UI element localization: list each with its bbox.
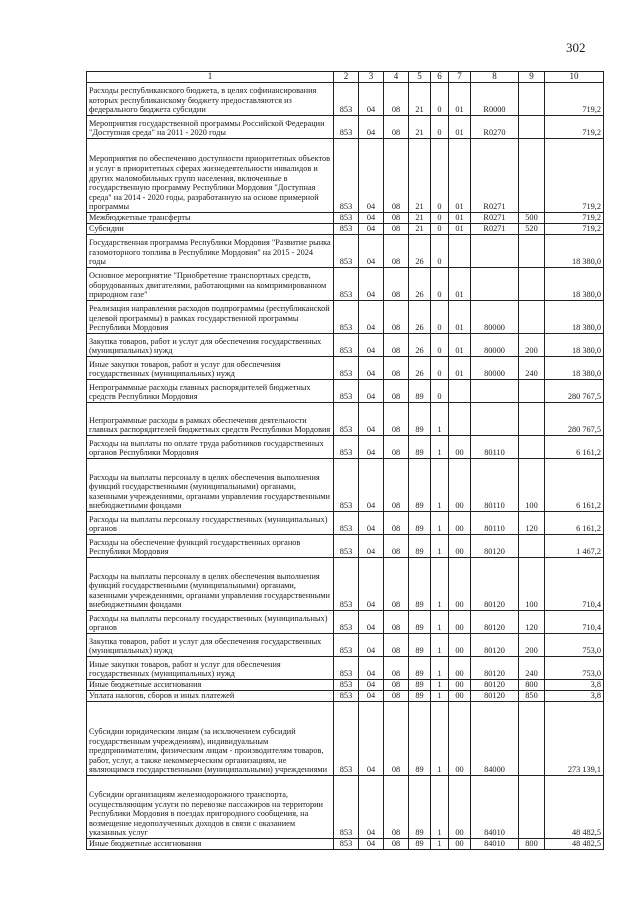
amount: 273 139,1 xyxy=(545,702,604,776)
direction-code: 84010 xyxy=(471,776,519,839)
event-code: 01 xyxy=(449,268,471,301)
amount: 719,2 xyxy=(545,224,604,235)
program-code: 89 xyxy=(409,512,431,535)
row-name: Иные закупки товаров, работ и услуг для обеспечения государственных (муниципальных) нужд xyxy=(87,657,334,680)
direction-code xyxy=(471,403,519,436)
subsection-code: 08 xyxy=(384,301,409,334)
program-code: 26 xyxy=(409,357,431,380)
section-code: 04 xyxy=(359,558,384,611)
column-number: 10 xyxy=(545,72,604,83)
subprogram-code: 1 xyxy=(431,459,449,512)
subprogram-code: 1 xyxy=(431,403,449,436)
event-code: 01 xyxy=(449,334,471,357)
program-code: 89 xyxy=(409,403,431,436)
expense-type-code xyxy=(519,116,545,139)
event-code: 00 xyxy=(449,512,471,535)
subsection-code: 08 xyxy=(384,512,409,535)
program-code: 21 xyxy=(409,116,431,139)
program-code: 89 xyxy=(409,436,431,459)
admin-code: 853 xyxy=(334,512,359,535)
direction-code: 80000 xyxy=(471,334,519,357)
subprogram-code: 0 xyxy=(431,213,449,224)
event-code: 01 xyxy=(449,357,471,380)
admin-code: 853 xyxy=(334,235,359,268)
expense-type-code xyxy=(519,139,545,213)
row-name: Непрограммные расходы в рамках обеспечения деятельности главных распорядителей бюджетных средств Республики Мордовия xyxy=(87,403,334,436)
column-number: 3 xyxy=(359,72,384,83)
program-code: 89 xyxy=(409,634,431,657)
subprogram-code: 0 xyxy=(431,139,449,213)
expense-type-code xyxy=(519,436,545,459)
direction-code xyxy=(471,268,519,301)
subsection-code: 08 xyxy=(384,224,409,235)
event-code: 00 xyxy=(449,680,471,691)
amount: 719,2 xyxy=(545,116,604,139)
expense-type-code: 850 xyxy=(519,691,545,702)
column-number-row xyxy=(87,72,604,83)
section-code: 04 xyxy=(359,776,384,839)
subprogram-code: 1 xyxy=(431,702,449,776)
row-name: Государственная программа Республики Мордовия "Развитие рынка газомоторного топлива в Республике Мордовия" на 2015 - 2024 годы xyxy=(87,235,334,268)
admin-code: 853 xyxy=(334,357,359,380)
event-code: 00 xyxy=(449,436,471,459)
program-code: 89 xyxy=(409,680,431,691)
row-name: Субсидии юридическим лицам (за исключением субсидий государственным учреждениям), индивидуальным предпринимателям, физическим лицам - производителям товаров, работ, услуг, а также некоммерческим организациям, не являющимся государственными (муниципальными) учреждениями xyxy=(87,702,334,776)
event-code: 00 xyxy=(449,657,471,680)
program-code: 89 xyxy=(409,839,431,850)
expense-type-code xyxy=(519,403,545,436)
subprogram-code: 0 xyxy=(431,116,449,139)
event-code xyxy=(449,380,471,403)
direction-code: 80110 xyxy=(471,436,519,459)
program-code: 26 xyxy=(409,334,431,357)
table-row xyxy=(87,380,604,403)
direction-code: R0271 xyxy=(471,139,519,213)
subsection-code: 08 xyxy=(384,436,409,459)
table-row xyxy=(87,611,604,634)
subsection-code: 08 xyxy=(384,691,409,702)
subsection-code: 08 xyxy=(384,268,409,301)
expense-type-code: 240 xyxy=(519,357,545,380)
column-number: 1 xyxy=(87,72,334,83)
expense-type-code: 200 xyxy=(519,634,545,657)
column-number: 2 xyxy=(334,72,359,83)
event-code: 00 xyxy=(449,702,471,776)
row-name: Закупка товаров, работ и услуг для обеспечения государственных (муниципальных) нужд xyxy=(87,634,334,657)
program-code: 89 xyxy=(409,657,431,680)
program-code: 89 xyxy=(409,776,431,839)
table-row xyxy=(87,680,604,691)
amount: 18 380,0 xyxy=(545,357,604,380)
event-code: 00 xyxy=(449,459,471,512)
event-code: 00 xyxy=(449,776,471,839)
program-code: 89 xyxy=(409,535,431,558)
expense-type-code: 240 xyxy=(519,657,545,680)
expense-type-code xyxy=(519,83,545,116)
expense-type-code: 120 xyxy=(519,611,545,634)
expense-type-code xyxy=(519,235,545,268)
subsection-code: 08 xyxy=(384,634,409,657)
direction-code: 80120 xyxy=(471,558,519,611)
admin-code: 853 xyxy=(334,139,359,213)
subprogram-code: 1 xyxy=(431,839,449,850)
event-code xyxy=(449,403,471,436)
event-code: 01 xyxy=(449,213,471,224)
amount: 3,8 xyxy=(545,680,604,691)
row-name: Иные бюджетные ассигнования xyxy=(87,839,334,850)
program-code: 89 xyxy=(409,611,431,634)
row-name: Субсидии xyxy=(87,224,334,235)
direction-code: 80110 xyxy=(471,512,519,535)
event-code: 01 xyxy=(449,301,471,334)
subprogram-code: 1 xyxy=(431,680,449,691)
section-code: 04 xyxy=(359,235,384,268)
section-code: 04 xyxy=(359,83,384,116)
subsection-code: 08 xyxy=(384,403,409,436)
subprogram-code: 1 xyxy=(431,691,449,702)
subprogram-code: 1 xyxy=(431,558,449,611)
program-code: 26 xyxy=(409,268,431,301)
section-code: 04 xyxy=(359,459,384,512)
subprogram-code: 1 xyxy=(431,535,449,558)
section-code: 04 xyxy=(359,657,384,680)
table-row xyxy=(87,83,604,116)
admin-code: 853 xyxy=(334,213,359,224)
section-code: 04 xyxy=(359,380,384,403)
subsection-code: 08 xyxy=(384,680,409,691)
subprogram-code: 1 xyxy=(431,776,449,839)
row-name: Расходы на выплаты персоналу в целях обеспечения выполнения функций государственными (муниципальными) органами, казенными учреждениями, органами управления государственными внебюджетными фондами xyxy=(87,459,334,512)
direction-code: 80120 xyxy=(471,611,519,634)
row-name: Основное мероприятие "Приобретение транспортных средств, оборудованных двигателями, работающими на компримированном природном газе" xyxy=(87,268,334,301)
subsection-code: 08 xyxy=(384,235,409,268)
subsection-code: 08 xyxy=(384,380,409,403)
event-code: 00 xyxy=(449,691,471,702)
table-row xyxy=(87,436,604,459)
expense-type-code xyxy=(519,535,545,558)
subprogram-code: 0 xyxy=(431,224,449,235)
admin-code: 853 xyxy=(334,611,359,634)
amount: 710,4 xyxy=(545,558,604,611)
amount: 719,2 xyxy=(545,213,604,224)
subsection-code: 08 xyxy=(384,213,409,224)
section-code: 04 xyxy=(359,436,384,459)
amount: 6 161,2 xyxy=(545,459,604,512)
subsection-code: 08 xyxy=(384,535,409,558)
direction-code: 80110 xyxy=(471,459,519,512)
row-name: Расходы на выплаты персоналу государственных (муниципальных) органов xyxy=(87,611,334,634)
subsection-code: 08 xyxy=(384,334,409,357)
subsection-code: 08 xyxy=(384,702,409,776)
program-code: 89 xyxy=(409,558,431,611)
subprogram-code: 0 xyxy=(431,301,449,334)
subsection-code: 08 xyxy=(384,657,409,680)
admin-code: 853 xyxy=(334,702,359,776)
section-code: 04 xyxy=(359,213,384,224)
direction-code: 80120 xyxy=(471,657,519,680)
direction-code: 80000 xyxy=(471,357,519,380)
table-row xyxy=(87,301,604,334)
table-row xyxy=(87,403,604,436)
subprogram-code: 1 xyxy=(431,634,449,657)
direction-code xyxy=(471,380,519,403)
program-code: 89 xyxy=(409,702,431,776)
program-code: 21 xyxy=(409,213,431,224)
admin-code: 853 xyxy=(334,403,359,436)
section-code: 04 xyxy=(359,634,384,657)
admin-code: 853 xyxy=(334,83,359,116)
amount: 18 380,0 xyxy=(545,334,604,357)
subsection-code: 08 xyxy=(384,776,409,839)
table-row xyxy=(87,139,604,213)
amount: 18 380,0 xyxy=(545,301,604,334)
direction-code: 80120 xyxy=(471,680,519,691)
subprogram-code: 1 xyxy=(431,611,449,634)
event-code: 01 xyxy=(449,116,471,139)
subprogram-code: 0 xyxy=(431,357,449,380)
amount: 719,2 xyxy=(545,83,604,116)
subprogram-code: 0 xyxy=(431,235,449,268)
row-name: Межбюджетные трансферты xyxy=(87,213,334,224)
table-row xyxy=(87,213,604,224)
section-code: 04 xyxy=(359,357,384,380)
admin-code: 853 xyxy=(334,380,359,403)
subsection-code: 08 xyxy=(384,459,409,512)
expense-type-code xyxy=(519,776,545,839)
program-code: 26 xyxy=(409,301,431,334)
table-row xyxy=(87,839,604,850)
admin-code: 853 xyxy=(334,116,359,139)
table-row xyxy=(87,558,604,611)
row-name: Иные бюджетные ассигнования xyxy=(87,680,334,691)
amount: 18 380,0 xyxy=(545,235,604,268)
page-number: 302 xyxy=(566,40,586,55)
event-code: 01 xyxy=(449,83,471,116)
expense-type-code: 800 xyxy=(519,839,545,850)
admin-code: 853 xyxy=(334,268,359,301)
column-number: 8 xyxy=(471,72,519,83)
table-row xyxy=(87,357,604,380)
program-code: 89 xyxy=(409,380,431,403)
amount: 48 482,5 xyxy=(545,776,604,839)
row-name: Иные закупки товаров, работ и услуг для обеспечения государственных (муниципальных) нужд xyxy=(87,357,334,380)
direction-code xyxy=(471,235,519,268)
admin-code: 853 xyxy=(334,558,359,611)
direction-code: R0271 xyxy=(471,213,519,224)
row-name: Расходы республиканского бюджета, в целях софинансирования которых республиканскому бюджету предоставляются из федерального бюджета субсидии xyxy=(87,83,334,116)
table-row xyxy=(87,702,604,776)
event-code: 00 xyxy=(449,558,471,611)
row-name: Расходы на выплаты персоналу государственных (муниципальных) органов xyxy=(87,512,334,535)
admin-code: 853 xyxy=(334,776,359,839)
amount: 280 767,5 xyxy=(545,403,604,436)
admin-code: 853 xyxy=(334,224,359,235)
expense-type-code: 100 xyxy=(519,459,545,512)
row-name: Закупка товаров, работ и услуг для обеспечения государственных (муниципальных) нужд xyxy=(87,334,334,357)
admin-code: 853 xyxy=(334,459,359,512)
admin-code: 853 xyxy=(334,301,359,334)
row-name: Мероприятия по обеспечению доступности приоритетных объектов и услуг в приоритетных сферах жизнедеятельности инвалидов и других маломобильных групп населения, включенные в государственную программу Республики Мордовия "Доступная среда" на 2014 - 2020 годы, разработанную на основе примерной программы xyxy=(87,139,334,213)
direction-code: 80000 xyxy=(471,301,519,334)
admin-code: 853 xyxy=(334,691,359,702)
direction-code: 80120 xyxy=(471,634,519,657)
subprogram-code: 1 xyxy=(431,657,449,680)
subsection-code: 08 xyxy=(384,839,409,850)
row-name: Расходы на выплаты персоналу в целях обеспечения выполнения функций государственными (муниципальными) органами, казенными учреждениями, органами управления государственными внебюджетными фондами xyxy=(87,558,334,611)
table-row xyxy=(87,535,604,558)
admin-code: 853 xyxy=(334,436,359,459)
table-row xyxy=(87,776,604,839)
program-code: 21 xyxy=(409,224,431,235)
section-code: 04 xyxy=(359,611,384,634)
expense-type-code: 520 xyxy=(519,224,545,235)
table-row xyxy=(87,224,604,235)
expense-type-code: 120 xyxy=(519,512,545,535)
column-number: 7 xyxy=(449,72,471,83)
section-code: 04 xyxy=(359,512,384,535)
column-number: 9 xyxy=(519,72,545,83)
subsection-code: 08 xyxy=(384,611,409,634)
expense-type-code: 100 xyxy=(519,558,545,611)
row-name: Реализация направления расходов подпрограммы (республиканской целевой программы) в рамках государственной программы Республики Мордовия xyxy=(87,301,334,334)
amount: 1 467,2 xyxy=(545,535,604,558)
amount: 6 161,2 xyxy=(545,512,604,535)
program-code: 89 xyxy=(409,691,431,702)
admin-code: 853 xyxy=(334,839,359,850)
admin-code: 853 xyxy=(334,657,359,680)
section-code: 04 xyxy=(359,839,384,850)
row-name: Непрограммные расходы главных распорядителей бюджетных средств Республики Мордовия xyxy=(87,380,334,403)
amount: 3,8 xyxy=(545,691,604,702)
event-code xyxy=(449,235,471,268)
direction-code: R0000 xyxy=(471,83,519,116)
admin-code: 853 xyxy=(334,634,359,657)
table-row xyxy=(87,634,604,657)
subsection-code: 08 xyxy=(384,558,409,611)
table-row xyxy=(87,116,604,139)
section-code: 04 xyxy=(359,691,384,702)
event-code: 00 xyxy=(449,535,471,558)
table-row xyxy=(87,235,604,268)
subprogram-code: 1 xyxy=(431,436,449,459)
event-code: 01 xyxy=(449,139,471,213)
event-code: 01 xyxy=(449,224,471,235)
section-code: 04 xyxy=(359,268,384,301)
expense-type-code xyxy=(519,380,545,403)
table-row xyxy=(87,657,604,680)
section-code: 04 xyxy=(359,403,384,436)
column-number: 6 xyxy=(431,72,449,83)
amount: 753,0 xyxy=(545,634,604,657)
row-name: Расходы на обеспечение функций государственных органов Республики Мордовия xyxy=(87,535,334,558)
event-code: 00 xyxy=(449,839,471,850)
section-code: 04 xyxy=(359,139,384,213)
expense-type-code: 200 xyxy=(519,334,545,357)
subsection-code: 08 xyxy=(384,357,409,380)
subprogram-code: 0 xyxy=(431,83,449,116)
amount: 280 767,5 xyxy=(545,380,604,403)
row-name: Субсидии организациям железнодорожного транспорта, осуществляющим услуги по перевозке пассажиров на территории Республики Мордовия в поездах пригородного сообщения, на возмещение недополученных доходов в связи с оказанием указанных услуг xyxy=(87,776,334,839)
row-name: Уплата налогов, сборов и иных платежей xyxy=(87,691,334,702)
expense-type-code: 500 xyxy=(519,213,545,224)
admin-code: 853 xyxy=(334,535,359,558)
amount: 710,4 xyxy=(545,611,604,634)
admin-code: 853 xyxy=(334,334,359,357)
program-code: 21 xyxy=(409,83,431,116)
subsection-code: 08 xyxy=(384,83,409,116)
budget-table xyxy=(86,71,604,850)
section-code: 04 xyxy=(359,116,384,139)
event-code: 00 xyxy=(449,634,471,657)
amount: 719,2 xyxy=(545,139,604,213)
section-code: 04 xyxy=(359,334,384,357)
subprogram-code: 1 xyxy=(431,512,449,535)
event-code: 00 xyxy=(449,611,471,634)
direction-code: 80120 xyxy=(471,691,519,702)
amount: 753,0 xyxy=(545,657,604,680)
program-code: 26 xyxy=(409,235,431,268)
row-name: Мероприятия государственной программы Российской Федерации "Доступная среда" на 2011 - 2020 годы xyxy=(87,116,334,139)
amount: 18 380,0 xyxy=(545,268,604,301)
subprogram-code: 0 xyxy=(431,268,449,301)
section-code: 04 xyxy=(359,301,384,334)
row-name: Расходы на выплаты по оплате труда работников государственных органов Республики Мордовия xyxy=(87,436,334,459)
subsection-code: 08 xyxy=(384,139,409,213)
amount: 6 161,2 xyxy=(545,436,604,459)
direction-code: R0271 xyxy=(471,224,519,235)
expense-type-code: 800 xyxy=(519,680,545,691)
amount: 48 482,5 xyxy=(545,839,604,850)
program-code: 21 xyxy=(409,139,431,213)
section-code: 04 xyxy=(359,224,384,235)
section-code: 04 xyxy=(359,535,384,558)
table-row xyxy=(87,512,604,535)
column-number: 4 xyxy=(384,72,409,83)
direction-code: 80120 xyxy=(471,535,519,558)
table-row xyxy=(87,459,604,512)
expense-type-code xyxy=(519,301,545,334)
section-code: 04 xyxy=(359,702,384,776)
expense-type-code xyxy=(519,268,545,301)
column-number: 5 xyxy=(409,72,431,83)
subprogram-code: 0 xyxy=(431,334,449,357)
direction-code: 84010 xyxy=(471,839,519,850)
direction-code: R0270 xyxy=(471,116,519,139)
table-row xyxy=(87,691,604,702)
subprogram-code: 0 xyxy=(431,380,449,403)
table-row xyxy=(87,334,604,357)
direction-code: 84000 xyxy=(471,702,519,776)
subsection-code: 08 xyxy=(384,116,409,139)
section-code: 04 xyxy=(359,680,384,691)
admin-code: 853 xyxy=(334,680,359,691)
table-row xyxy=(87,268,604,301)
program-code: 89 xyxy=(409,459,431,512)
expense-type-code xyxy=(519,702,545,776)
